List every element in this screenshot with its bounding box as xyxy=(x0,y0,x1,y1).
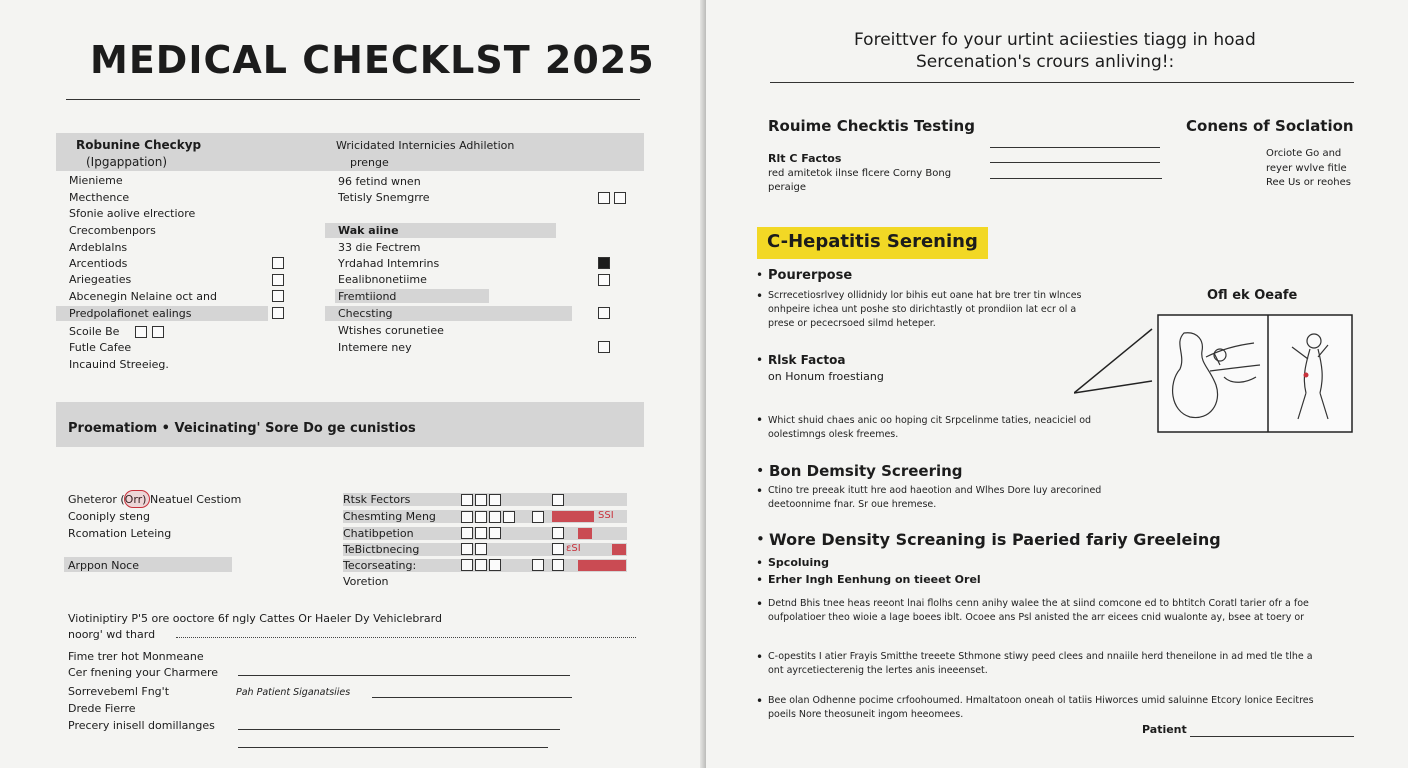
checkbox[interactable] xyxy=(614,192,626,204)
red-mark xyxy=(612,544,626,555)
circle-annotation xyxy=(124,490,150,508)
section2-item: Rcomation Leteing xyxy=(68,527,172,540)
bullet: • xyxy=(756,484,764,498)
checkbox[interactable] xyxy=(461,543,473,555)
checklist-item: Arcentiods xyxy=(69,257,128,270)
checkbox-checked[interactable] xyxy=(598,257,610,269)
section2-row-label: Tecorseating: xyxy=(343,559,417,572)
checklist-item: Futle Cafee xyxy=(69,341,132,354)
consent-desc: Ree Us or reohes xyxy=(1266,177,1351,188)
purpose-text: Scrrecetiosrlvey ollidnidy lor bihis eut oane hat bre trer tin wlnces xyxy=(768,290,1082,301)
checkbox[interactable] xyxy=(489,494,501,506)
section2-row-label: Chatibpetion xyxy=(343,527,414,540)
consent-desc: Orciote Go and xyxy=(1266,148,1342,159)
section1-left-subheading: (Ipgappation) xyxy=(86,155,168,169)
checklist-item: Crecombenpors xyxy=(69,224,156,237)
bone-text: deetoonnime fnar. Sr oue hremese. xyxy=(768,499,937,510)
footer-field-label: Cer fnening your Charmere xyxy=(68,666,219,679)
checkbox[interactable] xyxy=(152,326,164,338)
checklist-item: 96 fetind wnen xyxy=(338,175,421,188)
checklist-item: Yrdahad Intemrins xyxy=(338,257,440,270)
checklist-item: 33 die Fectrem xyxy=(338,241,421,254)
bullet: • xyxy=(756,530,765,548)
checkbox[interactable] xyxy=(532,559,544,571)
title-divider xyxy=(66,99,640,100)
form-line[interactable] xyxy=(990,178,1162,179)
consent-title: Conens of Soclation xyxy=(1186,117,1354,135)
bullet: • xyxy=(756,268,764,282)
red-label: SSI xyxy=(598,510,614,521)
paragraph: C-opestits I atier Frayis Smitthe treeete Sthmone stiwy peed clees and nnaiile herd theneilone in ad med tle tlhe a xyxy=(768,651,1313,662)
checklist-item: Abcenegin Nelaine oct and xyxy=(69,290,217,303)
checkbox[interactable] xyxy=(272,274,284,286)
checklist-item: Wak aiine xyxy=(338,224,399,237)
subheading: Erher Ingh Eenhung on tieeet Orel xyxy=(768,573,981,586)
bullet: • xyxy=(756,573,764,587)
patient-signature-line[interactable] xyxy=(1190,736,1354,737)
bullet: • xyxy=(756,463,765,479)
section2-row-label: Chesmting Meng xyxy=(343,510,436,523)
section1-right-subheading: prenge xyxy=(350,156,389,169)
bone-title: Bon Demsity Screering xyxy=(769,462,963,480)
paragraph: Detnd Bhis tnee heas reeont lnai flolhs cenn anihy walee the at siind comcone ed to bhtitch Coratl tarier ofr a foe xyxy=(768,598,1309,609)
checklist-item: Eealibnonetiime xyxy=(338,273,427,286)
section1-left-heading: Robunine Checkyp xyxy=(76,138,202,152)
section2-row-label: Rtsk Fectors xyxy=(343,493,411,506)
bullet: • xyxy=(756,413,764,427)
checkbox[interactable] xyxy=(475,559,487,571)
checkbox[interactable] xyxy=(598,274,610,286)
risk-factors-desc-2: peraige xyxy=(768,182,807,193)
risk2-sublabel: on Honum froestiang xyxy=(768,370,884,383)
consent-desc: reyer wvlve fitle xyxy=(1266,163,1347,174)
checkbox[interactable] xyxy=(461,494,473,506)
footer-statement-2: noorg' wd thard xyxy=(68,628,156,641)
checklist-item: Sfonie aolive elrectiore xyxy=(69,207,196,220)
section2-row-label: Voretion xyxy=(343,575,389,588)
signature-line[interactable] xyxy=(238,747,548,748)
risk-factors-desc: red amitetok ilnse flcere Corny Bong xyxy=(768,168,952,179)
approval-label: Arppon Noce xyxy=(68,559,139,572)
purpose-text: onhpeire ichea unt poshe sto dirichtastly ot prondiion lat ecr ol a xyxy=(768,304,1077,315)
wore-title: Wore Density Screaning is Paeried fariy Greeleing xyxy=(769,530,1221,549)
risk2-text: Whict shuid chaes anic oo hoping cit Srpcelinme taties, neaciciel od xyxy=(768,415,1092,426)
checklist-item: Ariegeaties xyxy=(69,273,132,286)
page-title: MEDICAL CHECKLST 2025 xyxy=(90,38,655,82)
checkbox[interactable] xyxy=(532,511,544,523)
signature-line[interactable] xyxy=(372,697,572,698)
checklist-item: Scoile Be xyxy=(69,325,120,338)
checklist-item: Incauind Streeieg. xyxy=(69,358,169,371)
subheading: Spcoluing xyxy=(768,556,829,569)
checkbox[interactable] xyxy=(461,559,473,571)
form-line[interactable] xyxy=(990,162,1160,163)
checkbox[interactable] xyxy=(475,543,487,555)
checkbox[interactable] xyxy=(475,527,487,539)
paragraph: poeils Nore theosuneit ingom heeomees. xyxy=(768,709,964,720)
right-page xyxy=(706,0,1408,768)
purpose-text: prese or pececrsoed silmd heteper. xyxy=(768,318,936,329)
checkbox[interactable] xyxy=(461,511,473,523)
promotion-title: Proematiom • Veicinating' Sore Do ge cunistios xyxy=(68,421,416,436)
red-mark xyxy=(578,528,592,539)
footer-statement: Viotiniptiry P'5 ore ooctore 6f ngly Cattes Or Haeler Dy Vehiclebrard xyxy=(68,612,442,625)
red-mark xyxy=(552,511,594,522)
checkbox[interactable] xyxy=(552,543,564,555)
checkbox[interactable] xyxy=(272,307,284,319)
header-divider xyxy=(770,82,1354,83)
bullet: • xyxy=(756,353,764,367)
paragraph: Bee olan Odhenne pocime crfoohoumed. Hmaltatoon oneah ol tatiis Hiworces umid saluinne Etcory lonice Eecitres xyxy=(768,695,1314,706)
checklist-item: Checsting xyxy=(338,307,393,320)
footer-field-label: Sorrevebeml Fng't xyxy=(68,685,170,698)
checklist-item: Wtishes corunetiee xyxy=(338,324,444,337)
paragraph: ont ayrcetiecterenig the lertes anis ineeenset. xyxy=(768,665,988,676)
dotted-line xyxy=(176,637,636,638)
checkbox[interactable] xyxy=(272,290,284,302)
risk2-label: Rlsk Factoa xyxy=(768,353,846,367)
checkbox[interactable] xyxy=(552,527,564,539)
checkbox[interactable] xyxy=(272,257,284,269)
checklist-item: Intemere ney xyxy=(338,341,412,354)
footer-field-label: Drede Fierre xyxy=(68,702,136,715)
section2-item: Gheteror (Orr) Neatuel Cestiom xyxy=(68,493,242,506)
footer-field-label: Fime trer hot Monmeane xyxy=(68,650,204,663)
red-mark xyxy=(578,560,626,571)
bone-text: Ctino tre preeak itutt hre aod haeotion and Wlhes Dore luy arecorined xyxy=(768,485,1102,496)
checkbox[interactable] xyxy=(552,494,564,506)
checkbox[interactable] xyxy=(475,511,487,523)
checkbox[interactable] xyxy=(598,307,610,319)
checkbox[interactable] xyxy=(489,511,501,523)
bullet: • xyxy=(756,556,764,570)
risk-factors-label: Rlt C Factos xyxy=(768,152,842,165)
section1-right-heading: Wricidated Internicies Adhiletion xyxy=(336,139,515,152)
bullet: • xyxy=(756,650,764,664)
section2-row-label: TeBictbnecing xyxy=(343,543,420,556)
signature-line[interactable] xyxy=(238,675,570,676)
checklist-item: Tetisly Snemgrre xyxy=(338,191,430,204)
right-header-line2: Sercenation's crours anliving!: xyxy=(916,52,1175,72)
paragraph: oufpolatioer theo wioie a lage boees iblt. Ocoee ans Psl anisted the arr eicees cnid wualonte ay, bsee at toery or xyxy=(768,612,1305,623)
bullet: • xyxy=(756,289,764,303)
checkbox[interactable] xyxy=(489,527,501,539)
checkbox[interactable] xyxy=(461,527,473,539)
checkbox[interactable] xyxy=(489,559,501,571)
patient-signature-label: Pah Patient Siganatsiies xyxy=(236,687,351,698)
checklist-item: Mienieme xyxy=(69,174,123,187)
checklist-item: Predpolafionet ealings xyxy=(69,307,192,320)
checkbox[interactable] xyxy=(475,494,487,506)
checklist-item: Ardeblalns xyxy=(69,241,128,254)
checkbox[interactable] xyxy=(552,559,564,571)
purpose-label: Pourerpose xyxy=(768,268,853,283)
red-label: ɛSI xyxy=(566,543,581,554)
checklist-item: Mecthence xyxy=(69,191,130,204)
risk2-text: oolestimngs olesk freemes. xyxy=(768,429,899,440)
section2-item: Cooniply steng xyxy=(68,510,150,523)
patient-label: Patient xyxy=(1142,723,1187,736)
form-line[interactable] xyxy=(990,147,1160,148)
footer-field-label: Precery inisell domillanges xyxy=(68,719,215,732)
routine-title: Rouime Checktis Testing xyxy=(768,117,975,135)
right-header-line1: Foreittver fo your urtint aciiesties tiagg in hoad xyxy=(854,30,1256,50)
medical-illustration xyxy=(1074,313,1354,435)
signature-line[interactable] xyxy=(238,729,560,730)
hepatitis-title: C-Hepatitis Serening xyxy=(757,227,988,259)
checklist-item: Fremtiiond xyxy=(338,290,397,303)
checkbox[interactable] xyxy=(598,192,610,204)
bullet: • xyxy=(756,694,764,708)
checkbox[interactable] xyxy=(135,326,147,338)
illustration-label: Ofl ek Oeafe xyxy=(1207,288,1298,303)
bullet: • xyxy=(756,597,764,611)
checkbox[interactable] xyxy=(503,511,515,523)
checkbox[interactable] xyxy=(598,341,610,353)
